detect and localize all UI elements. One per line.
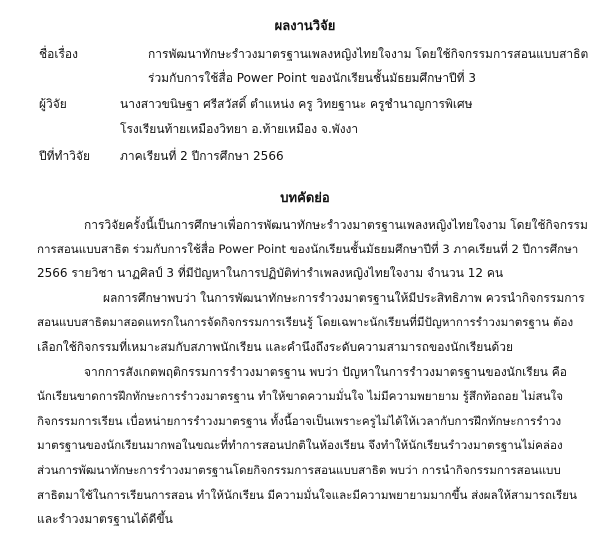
year-label: ปีที่ทำวิจัย bbox=[39, 149, 90, 163]
title-line-1: การพัฒนาทักษะรำวงมาตรฐานเพลงหญิงไทยใจงาม โดยใช้กิจกรรมการสอนแบบสาธิต bbox=[148, 47, 589, 61]
abstract-p1-line-1: การวิจัยครั้งนี้เป็นการศึกษาเพื่อการพัฒนาทักษะรำวงมาตรฐานเพลงหญิงไทยใจงาม โดยใช้กิจกรรม bbox=[84, 218, 588, 232]
year-value: ภาคเรียนที่ 2 ปีการศึกษา 2566 bbox=[120, 149, 284, 163]
abstract-p3-line-4: มาตรฐานของนักเรียนมากพอในขณะที่ทำการสอนปกติในห้องเรียน จึงทำให้นักเรียนรำวงมาตรฐานไม่คล่อง bbox=[37, 438, 563, 452]
result-heading: ผลงานวิจัย bbox=[274, 19, 336, 34]
abstract-p1-line-2: การสอนแบบสาธิต ร่วมกับการใช้สื่อ Power Point ของนักเรียนชั้นมัธยมศึกษาปีที่ 3 ภาคเรียนที่ 2 ปีการศึกษา bbox=[37, 242, 579, 256]
title-label: ชื่อเรื่อง bbox=[39, 47, 78, 61]
meta-year bbox=[0, 148, 610, 176]
abstract-p3-line-7: และรำวงมาตรฐานได้ดีขึ้น bbox=[37, 512, 173, 526]
meta-researcher bbox=[0, 96, 610, 124]
abstract-p1-line-3: 2566 รายวิชา นาฏศิลป์ 3 ที่มีปัญหาในการปฏิบัติท่ารำเพลงหญิงไทยใจงาม จำนวน 12 คน bbox=[37, 266, 504, 280]
abstract-p3-line-5: ส่วนการพัฒนาทักษะการรำวงมาตรฐานโดยกิจกรรมการสอนแบบสาธิต พบว่า การนำกิจกรรมการสอนแบบ bbox=[37, 463, 561, 477]
abstract-p3-line-3: กิจกรรมการเรียน เบื่อหน่ายการรำวงมาตรฐาน ทั้งนี้อาจเป็นเพราะครูไม่ได้ให้เวลากับการฝึกทักษะการรำวง bbox=[37, 414, 562, 428]
meta-researcher-cont bbox=[0, 121, 610, 149]
abstract-heading: บทคัดย่อ bbox=[280, 191, 330, 206]
researcher-line-1: นางสาวขนิษฐา ศรีสวัสดิ์ ตำแหน่ง ครู วิทยฐานะ ครูชำนาญการพิเศษ bbox=[120, 97, 473, 111]
title-line-2: ร่วมกับการใช้สื่อ Power Point ของนักเรียนชั้นมัธยมศึกษาปีที่ 3 bbox=[148, 71, 477, 85]
abstract-p3-line-1: จากการสังเกตพฤติกรรมการรำวงมาตรฐาน พบว่า ปัญหาในการรำวงมาตรฐานของนักเรียน คือ bbox=[84, 365, 567, 379]
abstract-p3-line-2: นักเรียนขาดการฝึกทักษะการรำวงมาตรฐาน ทำให้ขาดความมั่นใจ ไม่มีความพยายาม รู้สึกท้อถอย ไม่สนใจ bbox=[37, 389, 563, 403]
abstract-p2-line-2: สอนแบบสาธิตมาสอดแทรกในการจัดกิจกรรมการเรียนรู้ โดยเฉพาะนักเรียนที่มีปัญหาการรำวงมาตรฐาน ต้อง bbox=[37, 315, 574, 329]
abstract-p2-line-1: ผลการศึกษาพบว่า ในการพัฒนาทักษะการรำวงมาตรฐานให้มีประสิทธิภาพ ควรนำกิจกรรมการ bbox=[103, 291, 585, 305]
abstract-p2-line-3: เลือกใช้กิจกรรมที่เหมาะสมกับสภาพนักเรียน และคำนึงถึงระดับความสามารถของนักเรียนด้วย bbox=[37, 340, 514, 354]
abstract-p3-line-6: สาธิตมาใช้ในการเรียนการสอน ทำให้นักเรียน มีความมั่นใจและมีความพยายามมากขึ้น ส่งผลให้สามารถเรียน bbox=[37, 488, 577, 502]
researcher-label: ผู้วิจัย bbox=[39, 97, 67, 111]
meta-title-cont bbox=[0, 70, 610, 98]
researcher-line-2: โรงเรียนท้ายเหมืองวิทยา อ.ท้ายเหมือง จ.พังงา bbox=[120, 122, 359, 136]
